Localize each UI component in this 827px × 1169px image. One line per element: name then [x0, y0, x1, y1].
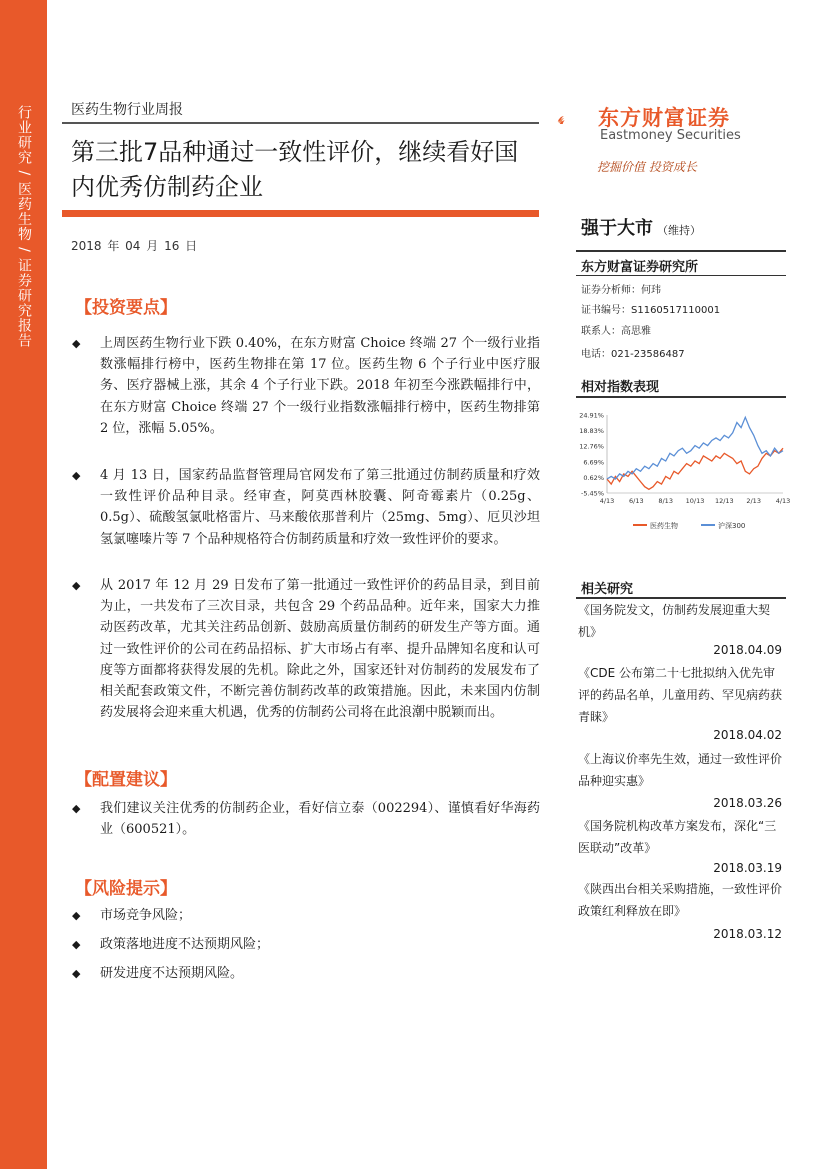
- rating-divider: [576, 250, 786, 252]
- bullet-icon: ◆: [72, 337, 81, 350]
- related-date: 2018.04.02: [713, 728, 782, 742]
- y-tick-label: 18.83%: [579, 427, 604, 436]
- institute-name: 东方财富证券研究所: [581, 260, 699, 275]
- x-tick-label: 6/13: [629, 497, 644, 505]
- risk-item: 市场竞争风险；: [100, 908, 192, 923]
- invest-paragraph-1: 上周医药生物行业下跌 0.40%，在东方财富 Choice 终端 27 个一级行业指数涨幅排行榜中，医药生物排在第 17 位。医药生物 6 个子行业中医疗服务、医疗器械上涨，其余 4 个子行业下跌。2018 年初至今涨跌幅排行中，在东方财富 Choice 终端 27 个一级行业指数涨幅排行榜中，医药生物排第 2 位，涨幅 5.05%。: [100, 336, 540, 436]
- title-underline: [62, 210, 539, 217]
- risk-item: 研发进度不达预期风险。: [100, 966, 244, 981]
- rating-note: （维持）: [657, 224, 701, 237]
- logo-en: Eastmoney Securities: [600, 128, 741, 143]
- y-tick-label: 0.62%: [583, 473, 604, 482]
- phone: 电话：021-23586487: [581, 349, 685, 360]
- y-tick-label: 6.69%: [583, 458, 604, 467]
- bullet-icon: ◆: [72, 938, 81, 951]
- y-tick-label: 12.76%: [579, 442, 604, 451]
- risk-item: 政策落地进度不达预期风险；: [100, 937, 270, 952]
- cert-number: 证书编号：S1160517110001: [581, 305, 721, 316]
- related-item[interactable]: 《国务院机构改革方案发布，深化“三医联动”改革》: [578, 819, 777, 855]
- config-paragraph: 我们建议关注优秀的仿制药企业，看好信立泰（002294）、谨慎看好华海药业（600521）。: [100, 801, 540, 838]
- report-date: 2018 年 04 月 16 日: [71, 239, 198, 253]
- bullet-icon: ◆: [72, 909, 81, 922]
- rating-label: 强于大市: [581, 218, 653, 239]
- related-item[interactable]: 《国务院发文，仿制药发展迎重大契机》: [578, 603, 771, 639]
- bullet-icon: ◆: [72, 967, 81, 980]
- x-tick-label: 4/13: [599, 497, 615, 505]
- rating: [581, 214, 701, 240]
- logo-cn: 东方财富证券: [598, 106, 730, 130]
- section-heading-risk: 【风险提示】: [75, 879, 177, 899]
- related-date: 2018.03.26: [713, 796, 782, 810]
- analyst: 证券分析师：何玮: [581, 285, 661, 296]
- bullet-icon: ◆: [72, 469, 81, 482]
- related-date: 2018.03.12: [713, 927, 782, 941]
- y-tick-label: -5.45%: [581, 489, 604, 498]
- sidebar-label: 行业研究 / 医药生物 / 证券研究报告: [16, 105, 32, 349]
- x-tick-label: 2/13: [746, 497, 761, 505]
- slogan: 挖掘价值 投资成长: [597, 160, 697, 174]
- section-heading-config: 【配置建议】: [75, 770, 177, 790]
- bullet-icon: ◆: [72, 802, 81, 815]
- chart-title: 相对指数表现: [581, 380, 660, 395]
- chart-divider: [576, 396, 786, 398]
- page-title: 第三批7品种通过一致性评价，继续看好国内优秀仿制药企业: [71, 138, 519, 201]
- section-heading-invest: 【投资要点】: [75, 298, 177, 318]
- legend-label: 沪深300: [718, 522, 746, 530]
- related-item[interactable]: 《上海议价率先生效，通过一致性评价品种迎实惠》: [578, 752, 783, 788]
- logo-icon: [557, 100, 597, 140]
- relative-index-chart: [573, 405, 793, 540]
- institute-divider: [576, 275, 786, 276]
- header-divider: [62, 122, 539, 124]
- sidebar-strip: [0, 0, 47, 1169]
- x-tick-label: 12/13: [714, 497, 734, 505]
- invest-paragraph-3: 从 2017 年 12 月 29 日发布了第一批通过一致性评价的药品目录，到目前为止，一共发布了三次目录，共包含 29 个药品品种。近年来，国家大力推动医药改革，尤其关注药品创新、鼓励高质量仿制药的研发生产等方面。通过一致性评价的公司在药品招标、扩大市场占有率、提升品牌知名度和认可度等方面都将获得发展的先机。除此之外，国家还针对仿制药的发展发布了相关配套政策文件，不断完善仿制药改革的政策措施。因此，未来国内仿制药发展将会迎来重大机遇，优秀的仿制药公司将在此浪潮中脱颖而出。: [100, 578, 540, 721]
- x-tick-label: 4/13: [775, 497, 791, 505]
- series-line-pharma: [607, 448, 783, 489]
- related-date: 2018.04.09: [713, 643, 782, 657]
- related-date: 2018.03.19: [713, 861, 782, 875]
- related-item[interactable]: 《陕西出台相关采购措施，一致性评价政策红利释放在即》: [578, 882, 783, 918]
- report-category: 医药生物行业周报: [71, 102, 183, 118]
- invest-paragraph-2: 4 月 13 日，国家药品监督管理局官网发布了第三批通过仿制药质量和疗效一致性评价品种目录。经审查，阿莫西林胶囊、阿奇霉素片（0.25g、0.5g）、硫酸氢氯吡格雷片、马来酸依那普利片（25mg、5mg）、厄贝沙坦氢氯噻嗪片等 7 个品种规格符合仿制药质量和疗效一致性评价的要求。: [100, 468, 540, 547]
- related-title: 相关研究: [581, 582, 634, 597]
- contact: 联系人：高思雅: [581, 326, 651, 337]
- series-line-hs300: [607, 417, 783, 479]
- related-item[interactable]: 《CDE 公布第二十七批拟纳入优先审评的药品名单，儿童用药、罕见病药获青睐》: [578, 666, 783, 724]
- y-tick-label: 24.91%: [579, 411, 604, 420]
- bullet-icon: ◆: [72, 579, 81, 592]
- x-tick-label: 8/13: [658, 497, 673, 505]
- x-tick-label: 10/13: [685, 497, 705, 505]
- legend-label: 医药生物: [650, 522, 678, 530]
